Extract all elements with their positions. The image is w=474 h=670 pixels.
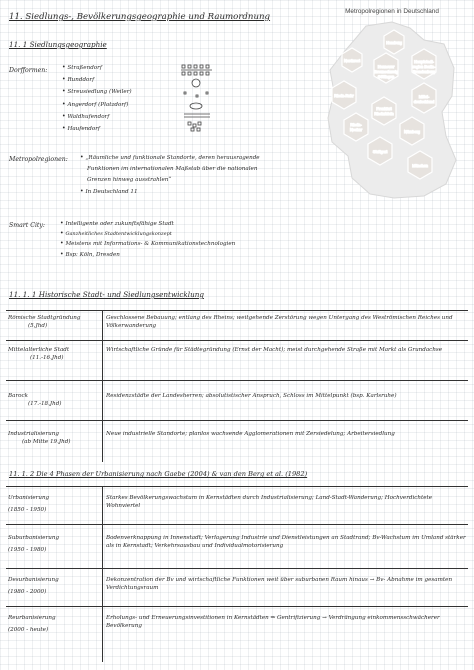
- era-date: (ab Mitte 19.Jhd): [22, 439, 71, 446]
- table-row: [8, 392, 100, 408]
- phase-label: Suburbanisierung: [8, 535, 60, 541]
- svg-text:Hannover: Hannover: [377, 65, 395, 69]
- metropolregionen-label: Metropolregionen:: [9, 156, 68, 163]
- definition-line: • „Räumliche und funktionale Standorte, deren herausragende: [80, 154, 260, 161]
- list-item: • Angerdorf (Platzdorf): [62, 100, 129, 108]
- smart-city-line: • Bsp: Köln, Dresden: [60, 250, 120, 258]
- smart-city-line: • Ganzheitliches Stadtentwicklungskonzept: [60, 230, 172, 238]
- smart-city-label: Smart City:: [9, 222, 45, 229]
- region-nordwest: [342, 48, 362, 72]
- table-row: [8, 614, 100, 634]
- dorfformen-label: Dorfformen:: [9, 67, 48, 74]
- table-row: [8, 534, 100, 554]
- dorfformen-sketches: [180, 62, 220, 144]
- list-item: • Streusiedlung (Weiler): [62, 88, 132, 96]
- svg-text:Rhein/Main: Rhein/Main: [374, 112, 394, 116]
- svg-text:Rhein-Ruhr: Rhein-Ruhr: [334, 94, 354, 98]
- germany-map: [314, 18, 470, 202]
- era-description: Wirtschaftliche Gründe für Städtegründung (Ernst der Macht); meist durchgehende Straße mit Markt als Grundachse: [106, 347, 443, 353]
- section-heading-urbanisierung: 11. 1. 2 Die 4 Phasen der Urbanisierung nach Gaebe (2004) & van den Berg et al. (1982): [9, 470, 308, 478]
- table-row: [8, 576, 100, 596]
- strassendorf-sketch: [181, 65, 212, 75]
- svg-text:Nürnberg: Nürnberg: [404, 130, 420, 134]
- era-label: Barock: [8, 393, 29, 399]
- phase-label: Reurbanisierung: [8, 615, 56, 621]
- svg-text:Brandenburg: Brandenburg: [413, 70, 435, 74]
- smart-city-text: [60, 220, 300, 259]
- svg-text:Neckar: Neckar: [349, 128, 363, 132]
- svg-text:deutschland: deutschland: [413, 100, 435, 104]
- era-description: Residenzstädte der Landesherren; absolutistischer Anspruch, Schloss im Mittelpunkt (bsp. Karlsruhe): [106, 393, 397, 399]
- table-row: [8, 494, 100, 514]
- svg-text:Frankfurt: Frankfurt: [376, 107, 392, 111]
- svg-text:region Berlin-: region Berlin-: [412, 65, 436, 69]
- metropolregionen-text: [80, 154, 312, 196]
- era-date: (17.-18.Jhd): [28, 401, 62, 408]
- phase-label: Desurbanisierung: [8, 577, 59, 583]
- era-label: Industrialisierung: [8, 431, 59, 437]
- angerdorf-sketch: [190, 103, 202, 109]
- page-title: 11. Siedlungs-, Bevölkerungsgeographie und Raumordnung: [9, 12, 271, 22]
- phase-date: (2000 - heute): [8, 627, 49, 634]
- svg-text:Mittel-: Mittel-: [418, 95, 430, 99]
- list-item: • Waldhufendorf: [62, 112, 110, 120]
- svg-text:Göttingen: Göttingen: [377, 75, 395, 79]
- list-item: • Straßendorf: [62, 64, 102, 71]
- table-row: [8, 346, 100, 362]
- definition-line: Funktionen im internationalen Maßstab über die nationalen: [87, 166, 258, 173]
- phase-description: Dekonzentration der Bv und wirtschaftliche Funktionen weit über suburbanen Raum hinaus → Bv- Abnahme im gesamten Verdichtungsraum: [106, 577, 453, 592]
- section-heading-historische-entwicklung: 11. 1. 1 Historische Stadt- und Siedlungsentwicklung: [9, 290, 204, 299]
- runddorf-sketch: [192, 79, 200, 87]
- streusiedlung-sketch: [184, 92, 208, 97]
- map-title: Metropolregionen in Deutschland: [345, 8, 439, 15]
- era-date: (5.Jhd): [28, 323, 48, 330]
- region-mitteldeutschland: [412, 83, 436, 113]
- region-hamburg: [384, 30, 404, 54]
- phase-date: (1980 - 2000): [8, 589, 47, 596]
- phase-description: Starkes Bevölkerungswachstum in Kernstädten durch Industrialisierung; Land-Stadt-Wanderung; Hochverdichtete Wohnviertel: [106, 495, 433, 510]
- phase-date: (1950 - 1980): [8, 547, 47, 554]
- era-date: (11.-16.Jhd): [30, 355, 64, 362]
- list-item: • Haufendorf: [62, 125, 100, 133]
- phase-description: Bodenverknappung in Innenstadt; Verlagerung Industrie und Dienstleistungen an Stadtrand; Bv-Wachstum im Umland stärker als in Kernstadt; Verkehrsausbau und Individualmotorisierung: [106, 535, 466, 550]
- svg-text:Hamburg: Hamburg: [386, 41, 402, 45]
- era-description: Geschlossene Bebauung; entlang des Rheins; weitgehende Zerstörung wegen Untergang des Weströmischen Reiches und Völkerwanderung: [106, 315, 453, 330]
- list-item: • Runddorf: [62, 76, 95, 84]
- svg-text:München: München: [412, 164, 428, 168]
- era-label: Mittelalterliche Stadt: [8, 347, 70, 353]
- dorfformen-list: [62, 64, 132, 133]
- haufendorf-sketch: [188, 122, 201, 131]
- region-berlin: [412, 49, 436, 79]
- table-row: [8, 314, 100, 330]
- era-label: Römische Stadtgründung: [8, 315, 81, 321]
- phase-label: Urbanisierung: [8, 495, 50, 501]
- phase-description: Erholungs- und Erneuerungsinvestitionen in Kernstädten ⇒ Gentrifizierung → Verdrängung einkommensschwächerer Bevölkerung: [106, 615, 440, 630]
- waldhufendorf-sketch: [184, 114, 210, 117]
- svg-text:Stuttgart: Stuttgart: [372, 150, 388, 154]
- phase-date: (1850 - 1950): [8, 507, 47, 514]
- definition-line: Grenzen hinweg ausstrahlen“: [87, 177, 172, 184]
- smart-city-line: • Meistens mit Informations- & Kommunikationstechnologien: [60, 240, 236, 248]
- definition-line: • In Deutschland 11: [80, 187, 138, 195]
- region-hannover: [374, 53, 398, 83]
- era-description: Neue industrielle Standorte; planlos wachsende Agglomerationen mit Zersiedelung; Arbeitersiedlung: [106, 431, 395, 437]
- smart-city-line: • Intelligente oder zukunftsfähige Stadt: [60, 220, 174, 227]
- svg-text:Hauptstadt-: Hauptstadt-: [414, 60, 434, 64]
- section-heading-siedlungsgeographie: 11. 1 Siedlungsgeographie: [9, 40, 107, 49]
- svg-text:Rhein-: Rhein-: [350, 123, 362, 127]
- svg-text:Braunschweig: Braunschweig: [374, 70, 398, 74]
- metropolregionen-map: [314, 8, 470, 200]
- table-row: [8, 430, 100, 446]
- svg-text:Nordwest: Nordwest: [343, 59, 361, 63]
